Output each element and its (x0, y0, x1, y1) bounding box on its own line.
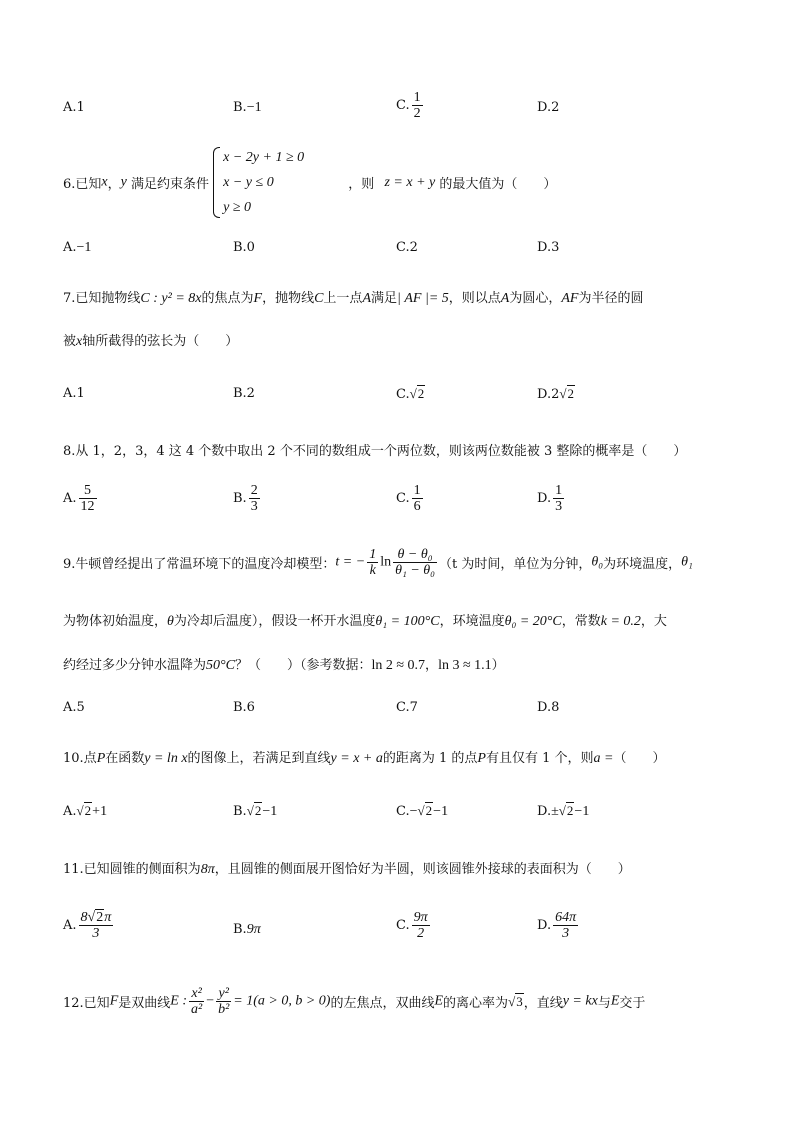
q6-constraint-2: x − y ≤ 0 (223, 175, 274, 190)
q9-stem: 9.牛顿曾经提出了常温环境下的温度冷却模型：t = − $\frac{1}{k}$ ln $\frac{\text{θ − θ₀}}{\text{θ₁ − θ₀}}$ （t 为时间，单位为分钟，θ₀为环境温度，θ₁ 为物体初始温度，θ为冷却后温度），假设一杯开水温度θ₁ = 100°C，环境温度θ₀ = 20°C，常数k = 0.2，大 约经过多少分钟水温降为50°C？（ ）（参考数据：ln 2 ≈ 0.7，ln 3 ≈ 1.1） (63, 547, 693, 673)
q8-options (0, 483, 794, 527)
q6-option-a[interactable]: A.−1 (63, 240, 92, 255)
q11-options (0, 910, 794, 956)
q5-option-a[interactable]: A.1 (63, 100, 85, 115)
sqrt-icon: √2 (417, 803, 433, 818)
q8-option-c[interactable]: C. $\frac{1}{6}$ (396, 483, 421, 514)
sqrt-icon: √2 (558, 803, 574, 818)
q6-option-b[interactable]: B.0 (233, 240, 255, 255)
q10-options (0, 803, 794, 827)
q10-option-c[interactable]: C.−√2−1 (396, 803, 449, 819)
q7-stem: 7.已知抛物线C : y² = 8x的焦点为F，抛物线C上一点A满足| AF |= 5，则以点A为圆心，AF为半径的圆 被x轴所截得的弦长为（ ） (63, 291, 644, 349)
q12-stem: 12.已知F是双曲线E : $\frac{\text{x²}}{\text{a²}}$ − $\frac{\text{y²}}{\text{b²}}$ = 1(a > 0, b > 0)的左焦点，双曲线E的离心率为√3，直线y = kx与E交于 (63, 986, 646, 1017)
q5-option-c-fraction: $\frac{1}{2}$ (413, 90, 421, 121)
q10-stem: 10.点P在函数y = ln x的图像上，若满足到直线y = x + a的距离为 1 的点P有且仅有 1 个，则a =（ ） (63, 751, 666, 766)
q5-option-c[interactable] (396, 90, 425, 121)
q9-option-d[interactable]: D.8 (537, 700, 560, 715)
q11-option-c[interactable]: C. $\frac{9\pi}{2}$ (396, 910, 428, 941)
q5-option-c-label: C. (396, 98, 410, 113)
q5-option-d[interactable]: D.2 (537, 100, 560, 115)
q8-stem: 8.从 1，2，3，4 这 4 个数中取出 2 个不同的数组成一个两位数，则该两位数能被 3 整除的概率是（ ） (63, 444, 687, 459)
q7-option-b[interactable]: B.2 (233, 386, 255, 401)
q8-option-b[interactable]: B. $\frac{2}{3}$ (233, 483, 258, 514)
sqrt-icon: √2 (409, 386, 425, 401)
q8-option-d[interactable]: D. $\frac{1}{3}$ (537, 483, 563, 514)
q9-option-b[interactable]: B.6 (233, 700, 255, 715)
q6-constraint-1: x − 2y + 1 ≥ 0 (223, 150, 305, 165)
q9-option-c[interactable]: C.7 (396, 700, 418, 715)
q6-constraint-system (213, 145, 304, 220)
q10-option-d[interactable]: D.±√2−1 (537, 803, 590, 819)
q6-objective: z = x + y (384, 174, 436, 190)
q9-cooling-fraction: $\frac{\text{θ − θ₀}}{\text{θ₁ − θ₀}}$ (395, 547, 436, 578)
q10-option-b[interactable]: B.√2−1 (233, 803, 278, 819)
q11-option-a[interactable]: A. $\frac{8√2\pi}{3}$ (63, 910, 112, 941)
q6-stem: 6.已知x，y 满足约束条件 x − 2y + 1 ≥ 0 x − y ≤ 0 y ≥ 0 ，则 z = x + y 的最大值为（ ） (0, 145, 794, 225)
q7-option-c[interactable]: C.√2 (396, 386, 425, 402)
q7-options (0, 386, 794, 410)
q10-option-a[interactable]: A.√2+1 (63, 803, 108, 819)
q8-option-a[interactable]: A. $\frac{5}{12}$ (63, 483, 95, 514)
q9-option-a[interactable]: A.5 (63, 700, 85, 715)
q11-option-d[interactable]: D. $\frac{64\pi}{3}$ (537, 910, 577, 941)
q5-options (0, 90, 794, 130)
sqrt-icon: √2 (246, 803, 262, 818)
q11-stem: 11.已知圆锥的侧面积为8π，且圆锥的侧面展开图恰好为半圆，则该圆锥外接球的表面积为（ ） (63, 862, 631, 877)
q5-option-b[interactable] (233, 100, 262, 116)
sqrt-icon: √3 (508, 993, 523, 1009)
q7-option-a[interactable]: A.1 (63, 386, 85, 401)
q6-option-c[interactable]: C.2 (396, 240, 418, 255)
q5-option-b-label: B. (233, 100, 247, 115)
sqrt-icon: √2 (76, 803, 92, 818)
q5-option-b-value: −1 (246, 100, 262, 115)
q6-constraint-3: y ≥ 0 (223, 200, 252, 215)
sqrt-icon: √2 (559, 386, 575, 401)
q7-option-d[interactable]: D.2√2 (537, 386, 575, 402)
q6-option-d[interactable]: D.3 (537, 240, 560, 255)
q11-option-b[interactable]: B.9π (233, 922, 261, 937)
q9-options (0, 700, 794, 724)
q6-options (0, 240, 794, 264)
